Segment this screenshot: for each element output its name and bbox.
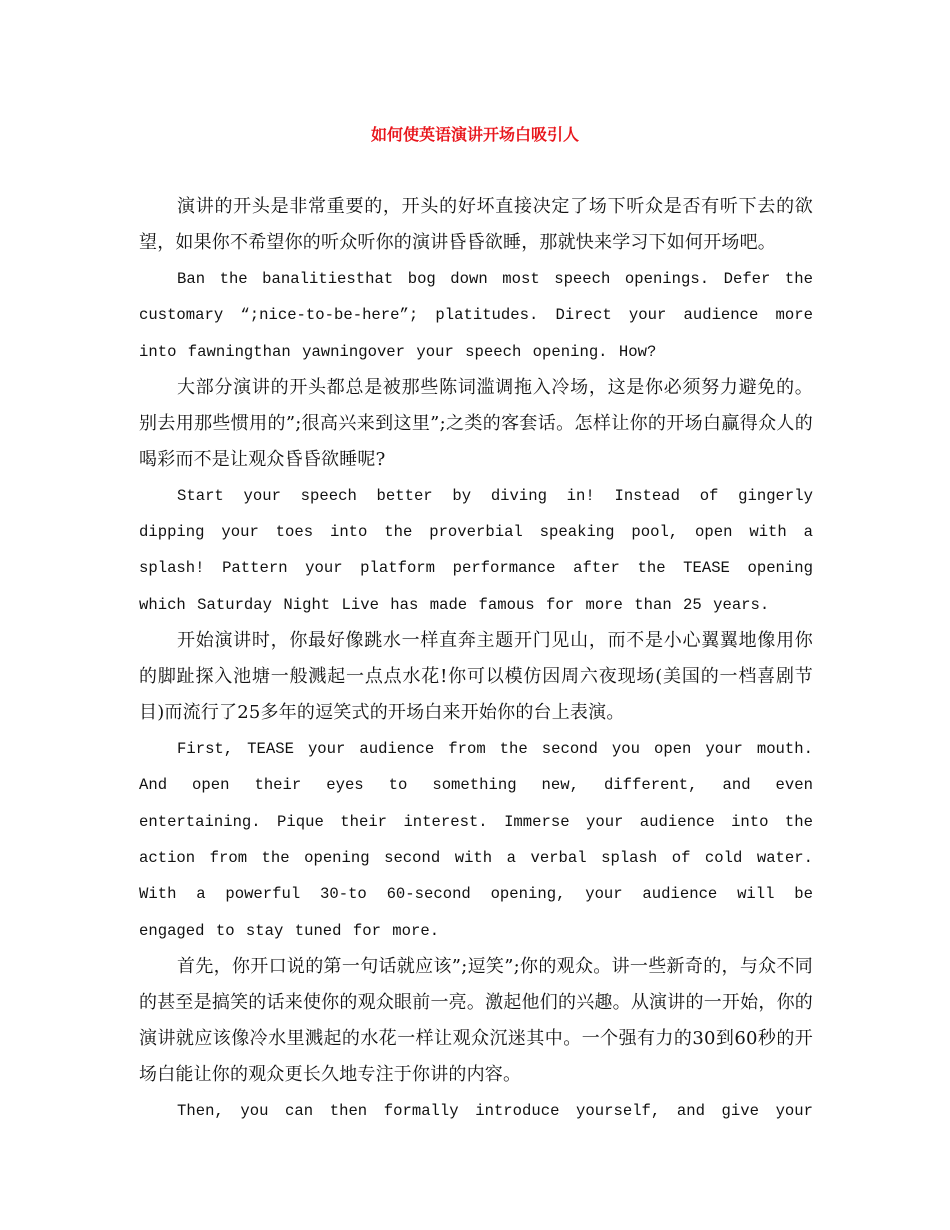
document-title: 如何使英语演讲开场白吸引人 <box>370 125 579 144</box>
paragraph-zh-cliches: 大部分演讲的开头都总是被那些陈词滥调拖入冷场，这是你必须努力避免的。别去用那些惯用的”;很高兴来到这里”;之类的客套话。怎样让你的开场白赢得众人的喝彩而不是让观众昏昏欲睡呢? <box>139 376 813 470</box>
paragraph-zh-tease: 首先，你开口说的第一句话就应该”;逗笑”;你的观众。讲一些新奇的，与众不同的甚至是搞笑的话来使你的观众眼前一亮。激起他们的兴趣。从演讲的一开始，你的演讲就应该像冷水里溅起的水花一样让观众沉迷其中。一个强有力的30到60秒的开场白能让你的观众更长久地专注于你讲的内容。 <box>139 955 813 1085</box>
paragraph-en-introduce: Then, you can then formally introduce yourself, and give your <box>177 1101 813 1120</box>
document-body <box>139 189 813 1129</box>
paragraph-en-tease: First, TEASE your audience from the second you open your mouth. And open their eyes to something new, different, and even entertaining. Pique their interest. Immerse your audience into the action from the opening second with a verbal splash of cold water. With a powerful 30-to 60-second opening, your audience will be engaged to stay tuned for more. <box>139 740 813 940</box>
paragraph-zh-diving-in: 开始演讲时，你最好像跳水一样直奔主题开门见山，而不是小心翼翼地像用你的脚趾探入池塘一般溅起一点点水花!你可以模仿因周六夜现场(美国的一档喜剧节目)而流行了25多年的逗笑式的开场白来开始你的台上表演。 <box>139 630 813 724</box>
paragraph-en-ban-banalities: Ban the banalitiesthat bog down most speech openings. Defer the customary “;nice-to-be-here”; platitudes. Direct your audience more into fawningthan yawningover your speech opening. How? <box>139 270 813 361</box>
paragraph-en-diving-in: Start your speech better by diving in! Instead of gingerly dipping your toes into the proverbial speaking pool, open with a splash! Pattern your platform performance after the TEASE opening which Saturday Night Live has made famous for more than 25 years. <box>139 486 813 614</box>
paragraph-zh-intro: 演讲的开头是非常重要的，开头的好坏直接决定了场下听众是否有听下去的欲望，如果你不希望你的听众听你的演讲昏昏欲睡，那就快来学习下如何开场吧。 <box>139 196 813 253</box>
